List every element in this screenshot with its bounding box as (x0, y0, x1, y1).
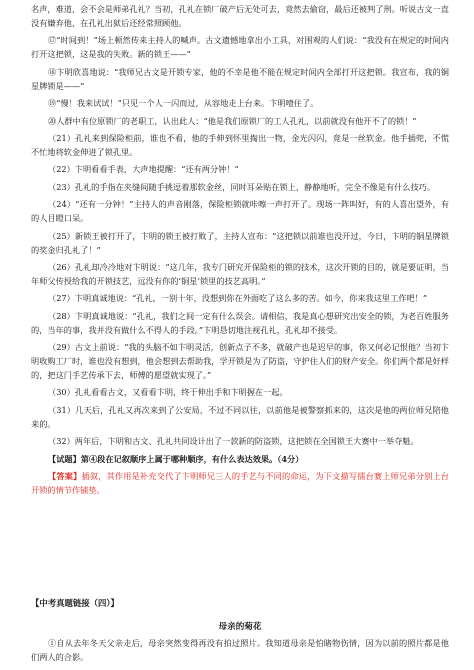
paragraph: （21）孔礼来到保险柜前，谁也不看，他的手伸到怀里掏出一物，金光闪闪，竟是一丝软金。他手插兜，不慌不忙地将软金伸进了锁孔里。 (31, 132, 449, 157)
paragraph: ⑰“时间到！”场上顿然传来主持人的喊声。古文遗憾地拿出小工具，对围观的人们说：“我没有在规定的时间内打开这把锁，这是我的失败。新的锁王——” (31, 35, 449, 60)
paragraph: （28）卞明真诚地说：“孔礼，我们之间一定有什么误会。请相信，我是真心想研究出安全的锁，为老百姓服务的，当年的事，我并没有做什么不得人的手段。”卞明恳切地注视孔礼，孔礼却不接受。 (31, 310, 449, 335)
article-title: 母亲的菊花 (218, 622, 262, 633)
paragraph: （27）卞明真诚地说：“孔礼，一别十年，没想到你在外面吃了这么多的苦。如今，你来我这里工作吧！” (48, 293, 428, 304)
paragraph: （24）“还有一分钟！”主持人的声音刚落，保险柜锁就咔嚓一声打开了。现场一阵叫好，有的人喜出望外，有的人目瞪口呆。 (31, 199, 449, 224)
paragraph: （30）孔礼看看古文，又看看卞明，终于伸出手和卞明握在一起。 (48, 387, 288, 398)
question-prefix: 【试题】 (48, 453, 81, 464)
section-heading: 【中考真题链接（四）】 (31, 598, 119, 609)
paragraph: （32）两年后，卞明和古文、孔礼共同设计出了一款新的防盗锁，这把锁在全国锁王大赛中一举夺魁。 (48, 436, 419, 447)
paragraph: ⑲“慢！我来试试！”只见一个人一闪而过，从容地走上台来。卞明噎住了。 (48, 98, 319, 109)
answer-text: 插叙，其作用是补充交代了卞明师兄三人的手艺与不同的命运，为下文描写擂台赛上师兄弟分别上台开锁的情节作铺垫。 (31, 471, 449, 496)
paragraph: （29）古文上前说：“我的头脑不如卞明灵活，创新点子不多，就破产也是迟早的事，你又何必记恨他？当初卞明收购工厂时，谁也没有想到，他会想到去帮助我，学开锁是为了防盗，守护住人们的财产安全。你们两个都是好样的，把这门手艺传承下去，师傅的愿望就实现了。” (31, 342, 449, 381)
paragraph: （31）几天后，孔礼又再次来到了公安局，不过不同以往，以前他是被警察抓来的，这次是他的两位师兄陪他来的。 (31, 404, 449, 429)
paragraph: （22）卞明看看手表，大声地提醒：“还有两分钟！” (48, 164, 239, 175)
paragraph: （23）孔礼的手指在夹缝间随手挑逗着那软金丝，同时耳朵贴在锁上，静静地听，完全不像是有什么技巧。 (48, 181, 436, 192)
paragraph: 名声，难道，会不会是师弟孔礼？当初，孔礼在锁厂破产后无处可去，竟然去偷窃，最后还被判了刑。听说古文一直没有嫌弃他，在孔礼出狱后还经常照顾他。 (31, 4, 449, 28)
paragraph: ①自从去年冬天父亲走后，母亲突然变得再没有拍过照片。我知道母亲是怕睹物伤情，因为以前的照片都是他们两人的合影。 (31, 638, 449, 663)
question-text: 第④段在记叙顺序上属于哪种顺序，有什么表达效果。（4分） (80, 453, 304, 464)
document-body (31, 0, 449, 668)
blank-space (31, 500, 449, 596)
question (31, 452, 449, 466)
paragraph: ⑱卞明欣喜地说：“我师兄古文是开锁专家，他的不幸是他不能在规定时间内全部打开这把锁。我宣布，我的铜星牌锁是——” (31, 66, 449, 91)
paragraph: （25）新锁王被打开了，卞明的锁王被打败了，主持人宣布：“这把锁以前谁也没开过，今日，卞明的铜星牌锁的奖金归孔礼了！” (31, 230, 449, 255)
answer-prefix: 【答案】 (48, 471, 82, 482)
paragraph: （26）孔礼却冷冷地对卞明说：“这几年，我专门研究开保险柜的锁的技术，这次开锁的目的，就是要证明，当年师父传授给我的开锁技艺，远没有你的‘铜星’锁里的技艺高明。” (31, 261, 449, 286)
answer (31, 469, 449, 497)
paragraph: ⑳人群中有位原锁厂的老职工，认出此人：“他是我们原锁厂的工人孔礼，以前就没有他开不了的锁！” (48, 115, 417, 126)
